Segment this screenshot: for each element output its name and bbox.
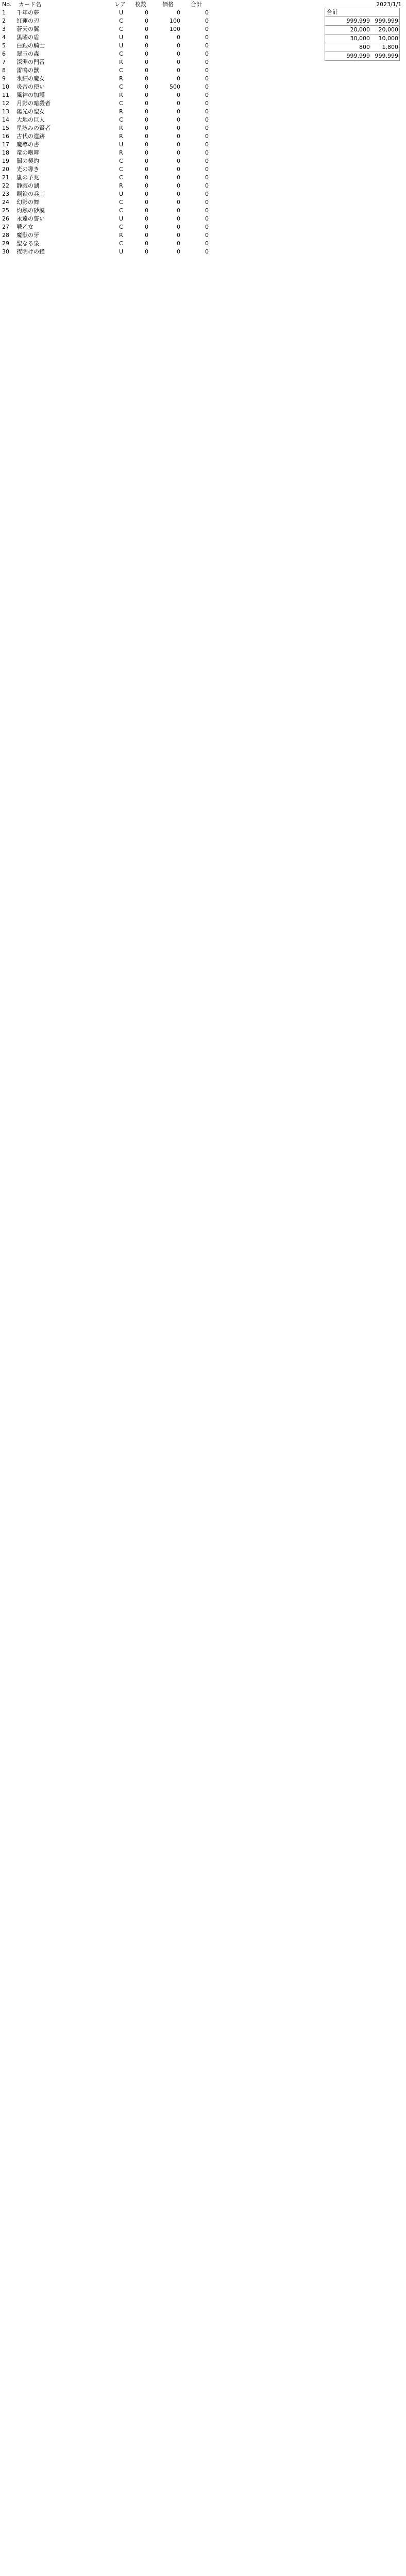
header-rarity: レア [114, 1, 126, 8]
card-name: 翠玉の森 [16, 50, 39, 57]
summary-value-b: 999,999 [375, 18, 398, 24]
subtotal-cell: 0 [205, 26, 209, 32]
row-number: 3 [2, 26, 6, 32]
price-cell: 0 [177, 133, 180, 140]
summary-value-a: 999,999 [346, 18, 370, 24]
price-cell: 0 [177, 191, 180, 197]
subtotal-cell: 0 [205, 34, 209, 41]
table-row [0, 42, 227, 50]
table-row [0, 215, 227, 223]
row-number: 12 [2, 100, 9, 107]
summary-value-b: 999,999 [375, 53, 398, 59]
table-row [0, 198, 227, 207]
subtotal-cell: 0 [205, 92, 209, 98]
row-number: 16 [2, 133, 9, 140]
rarity-cell: C [119, 240, 123, 247]
price-cell: 0 [177, 248, 180, 255]
count-cell: 0 [145, 166, 148, 173]
row-number: 10 [2, 83, 9, 90]
rarity-cell: R [119, 92, 123, 98]
count-cell: 0 [145, 92, 148, 98]
card-name: 深淵の門番 [16, 59, 45, 65]
count-cell: 0 [145, 133, 148, 140]
card-name: 闇の契約 [16, 158, 39, 164]
summary-row [325, 17, 400, 26]
table-row [0, 108, 227, 116]
card-name: 古代の遺跡 [16, 133, 45, 140]
rarity-cell: C [119, 174, 123, 181]
summary-value-b: 10,000 [378, 35, 398, 42]
price-cell: 0 [177, 166, 180, 173]
header-no: No. [2, 1, 12, 8]
card-name: 大地の巨人 [16, 116, 45, 123]
count-cell: 0 [145, 232, 148, 239]
row-number: 2 [2, 18, 6, 24]
count-cell: 0 [145, 207, 148, 214]
summary-value-a: 20,000 [350, 26, 370, 33]
summary-row [325, 52, 400, 61]
price-cell: 0 [177, 215, 180, 222]
price-cell: 0 [177, 125, 180, 131]
rarity-cell: C [119, 67, 123, 74]
summary-value-b: 20,000 [378, 26, 398, 33]
subtotal-cell: 0 [205, 133, 209, 140]
price-cell: 0 [177, 50, 180, 57]
subtotal-cell: 0 [205, 174, 209, 181]
count-cell: 0 [145, 75, 148, 82]
subtotal-cell: 0 [205, 83, 209, 90]
price-cell: 0 [177, 42, 180, 49]
row-number: 28 [2, 232, 9, 239]
rarity-cell: C [119, 18, 123, 24]
price-cell: 100 [170, 18, 180, 24]
subtotal-cell: 0 [205, 182, 209, 189]
count-cell: 0 [145, 248, 148, 255]
rarity-cell: U [119, 248, 124, 255]
price-cell: 0 [177, 67, 180, 74]
summary-table [325, 8, 400, 61]
count-cell: 0 [145, 125, 148, 131]
rarity-cell: C [119, 116, 123, 123]
table-row [0, 25, 227, 33]
rarity-cell: C [119, 199, 123, 206]
table-row [0, 174, 227, 182]
subtotal-cell: 0 [205, 215, 209, 222]
rarity-cell: R [119, 75, 123, 82]
subtotal-cell: 0 [205, 50, 209, 57]
summary-row [325, 35, 400, 43]
price-cell: 0 [177, 9, 180, 16]
header-subtotal: 合計 [191, 1, 202, 8]
rarity-cell: R [119, 149, 123, 156]
subtotal-cell: 0 [205, 199, 209, 206]
card-name: 魔獣の牙 [16, 232, 39, 239]
summary-value-b [371, 8, 398, 16]
table-row [0, 75, 227, 83]
card-name: 夜明けの鐘 [16, 248, 45, 255]
rarity-cell: R [119, 108, 123, 115]
rarity-cell: C [119, 166, 123, 173]
table-row [0, 50, 227, 58]
row-number: 14 [2, 116, 9, 123]
card-name: 光の導き [16, 166, 39, 173]
price-cell: 0 [177, 174, 180, 181]
summary-row [325, 26, 400, 35]
table-row [0, 17, 227, 25]
rarity-cell: R [119, 59, 123, 65]
subtotal-cell: 0 [205, 207, 209, 214]
price-cell: 0 [177, 92, 180, 98]
rarity-cell: R [119, 125, 123, 131]
header-name: カード名 [19, 1, 41, 8]
count-cell: 0 [145, 42, 148, 49]
row-number: 17 [2, 141, 9, 148]
rarity-cell: U [119, 9, 124, 16]
table-row [0, 33, 227, 42]
rarity-cell: C [119, 224, 123, 230]
table-row [0, 231, 227, 240]
count-cell: 0 [145, 199, 148, 206]
summary-label [327, 35, 342, 43]
row-number: 20 [2, 166, 9, 173]
subtotal-cell: 0 [205, 108, 209, 115]
card-name: 聖なる泉 [16, 240, 39, 247]
summary-label [327, 26, 342, 34]
card-name: 永遠の誓い [16, 215, 45, 222]
rarity-cell: R [119, 133, 123, 140]
count-cell: 0 [145, 59, 148, 65]
card-name: 雷鳴の獣 [16, 67, 39, 74]
card-name: 幻影の舞 [16, 199, 39, 206]
table-row [0, 9, 227, 17]
card-name: 灼熱の砂漠 [16, 207, 45, 214]
rarity-cell: C [119, 83, 123, 90]
price-cell: 500 [170, 83, 180, 90]
card-name: 竜の咆哮 [16, 149, 39, 156]
row-number: 25 [2, 207, 9, 214]
subtotal-cell: 0 [205, 75, 209, 82]
table-row [0, 190, 227, 198]
subtotal-cell: 0 [205, 42, 209, 49]
price-cell: 0 [177, 207, 180, 214]
summary-label [327, 43, 342, 52]
subtotal-cell: 0 [205, 9, 209, 16]
count-cell: 0 [145, 116, 148, 123]
price-cell: 0 [177, 108, 180, 115]
rarity-cell: U [119, 191, 124, 197]
count-cell: 0 [145, 158, 148, 164]
rarity-cell: U [119, 215, 124, 222]
subtotal-cell: 0 [205, 116, 209, 123]
subtotal-cell: 0 [205, 141, 209, 148]
price-cell: 0 [177, 224, 180, 230]
summary-row [325, 43, 400, 52]
rarity-cell: C [119, 100, 123, 107]
row-number: 19 [2, 158, 9, 164]
card-name: 魔導の書 [16, 141, 39, 148]
count-cell: 0 [145, 141, 148, 148]
subtotal-cell: 0 [205, 232, 209, 239]
row-number: 6 [2, 50, 6, 57]
table-row [0, 207, 227, 215]
row-number: 29 [2, 240, 9, 247]
count-cell: 0 [145, 108, 148, 115]
card-name: 戦乙女 [16, 224, 33, 230]
row-number: 8 [2, 67, 6, 74]
subtotal-cell: 0 [205, 125, 209, 131]
price-cell: 0 [177, 149, 180, 156]
table-row [0, 157, 227, 165]
row-number: 27 [2, 224, 9, 230]
subtotal-cell: 0 [205, 149, 209, 156]
subtotal-cell: 0 [205, 224, 209, 230]
rarity-cell: C [119, 26, 123, 32]
card-name: 風神の加護 [16, 92, 45, 98]
table-row [0, 240, 227, 248]
subtotal-cell: 0 [205, 67, 209, 74]
row-number: 26 [2, 215, 9, 222]
row-number: 5 [2, 42, 6, 49]
row-number: 7 [2, 59, 6, 65]
count-cell: 0 [145, 26, 148, 32]
subtotal-cell: 0 [205, 191, 209, 197]
count-cell: 0 [145, 9, 148, 16]
row-number: 11 [2, 92, 9, 98]
card-name: 静寂の湖 [16, 182, 39, 189]
table-row [0, 58, 227, 66]
subtotal-cell: 0 [205, 59, 209, 65]
count-cell: 0 [145, 240, 148, 247]
count-cell: 0 [145, 100, 148, 107]
count-cell: 0 [145, 50, 148, 57]
summary-row [325, 8, 400, 17]
card-name: 星詠みの賢者 [16, 125, 50, 131]
subtotal-cell: 0 [205, 248, 209, 255]
table-row [0, 66, 227, 75]
count-cell: 0 [145, 67, 148, 74]
price-cell: 0 [177, 34, 180, 41]
table-row [0, 149, 227, 157]
price-cell: 100 [170, 26, 180, 32]
price-cell: 0 [177, 141, 180, 148]
card-name: 月影の暗殺者 [16, 100, 50, 107]
card-name: 千年の夢 [16, 9, 39, 16]
count-cell: 0 [145, 182, 148, 189]
row-number: 15 [2, 125, 9, 131]
rarity-cell: U [119, 141, 124, 148]
table-row [0, 165, 227, 174]
row-number: 9 [2, 75, 6, 82]
card-name: 炎帝の使い [16, 83, 45, 90]
count-cell: 0 [145, 224, 148, 230]
summary-label: 合計 [327, 9, 338, 15]
summary-label [327, 52, 342, 60]
rarity-cell: U [119, 42, 124, 49]
rarity-cell: C [119, 50, 123, 57]
count-cell: 0 [145, 191, 148, 197]
row-number: 22 [2, 182, 9, 189]
card-name: 白銀の騎士 [16, 42, 45, 49]
row-number: 1 [2, 9, 6, 16]
row-number: 23 [2, 191, 9, 197]
price-cell: 0 [177, 199, 180, 206]
summary-label [327, 17, 342, 25]
card-name: 陽光の聖女 [16, 108, 45, 115]
rarity-cell: C [119, 207, 123, 214]
rarity-cell: U [119, 34, 124, 41]
subtotal-cell: 0 [205, 240, 209, 247]
count-cell: 0 [145, 18, 148, 24]
header-date: 2023/1/1 [376, 1, 402, 8]
rarity-cell: C [119, 158, 123, 164]
row-number: 30 [2, 248, 9, 255]
count-cell: 0 [145, 215, 148, 222]
summary-value-a: 999,999 [346, 53, 370, 59]
price-cell: 0 [177, 59, 180, 65]
row-number: 13 [2, 108, 9, 115]
price-cell: 0 [177, 100, 180, 107]
header-count: 枚数 [135, 1, 146, 8]
table-row [0, 91, 227, 99]
row-number: 18 [2, 149, 9, 156]
row-number: 4 [2, 34, 6, 41]
price-cell: 0 [177, 116, 180, 123]
table-row [0, 124, 227, 132]
price-cell: 0 [177, 75, 180, 82]
card-name: 鋼鉄の兵士 [16, 191, 45, 197]
table-row [0, 83, 227, 91]
table-row [0, 248, 227, 256]
table-row [0, 141, 227, 149]
summary-value-b: 1,800 [382, 44, 398, 50]
summary-value-a: 800 [359, 44, 370, 50]
rarity-cell: R [119, 232, 123, 239]
table-row [0, 116, 227, 124]
card-name: 氷結の魔女 [16, 75, 45, 82]
card-name: 紅蓮の刃 [16, 18, 39, 24]
table-row [0, 182, 227, 190]
rarity-cell: R [119, 182, 123, 189]
summary-value-a [342, 8, 370, 16]
summary-value-a: 30,000 [350, 35, 370, 42]
card-name: 嵐の予兆 [16, 174, 39, 181]
card-name: 蒼天の翼 [16, 26, 39, 32]
subtotal-cell: 0 [205, 100, 209, 107]
count-cell: 0 [145, 83, 148, 90]
header-price: 価格 [162, 1, 174, 8]
table-row [0, 223, 227, 231]
table-row [0, 132, 227, 141]
subtotal-cell: 0 [205, 18, 209, 24]
row-number: 24 [2, 199, 9, 206]
subtotal-cell: 0 [205, 158, 209, 164]
count-cell: 0 [145, 174, 148, 181]
subtotal-cell: 0 [205, 166, 209, 173]
row-number: 21 [2, 174, 9, 181]
price-cell: 0 [177, 232, 180, 239]
table-row [0, 99, 227, 108]
count-cell: 0 [145, 149, 148, 156]
price-cell: 0 [177, 240, 180, 247]
price-cell: 0 [177, 158, 180, 164]
price-cell: 0 [177, 182, 180, 189]
card-name: 黒曜の盾 [16, 34, 39, 41]
count-cell: 0 [145, 34, 148, 41]
